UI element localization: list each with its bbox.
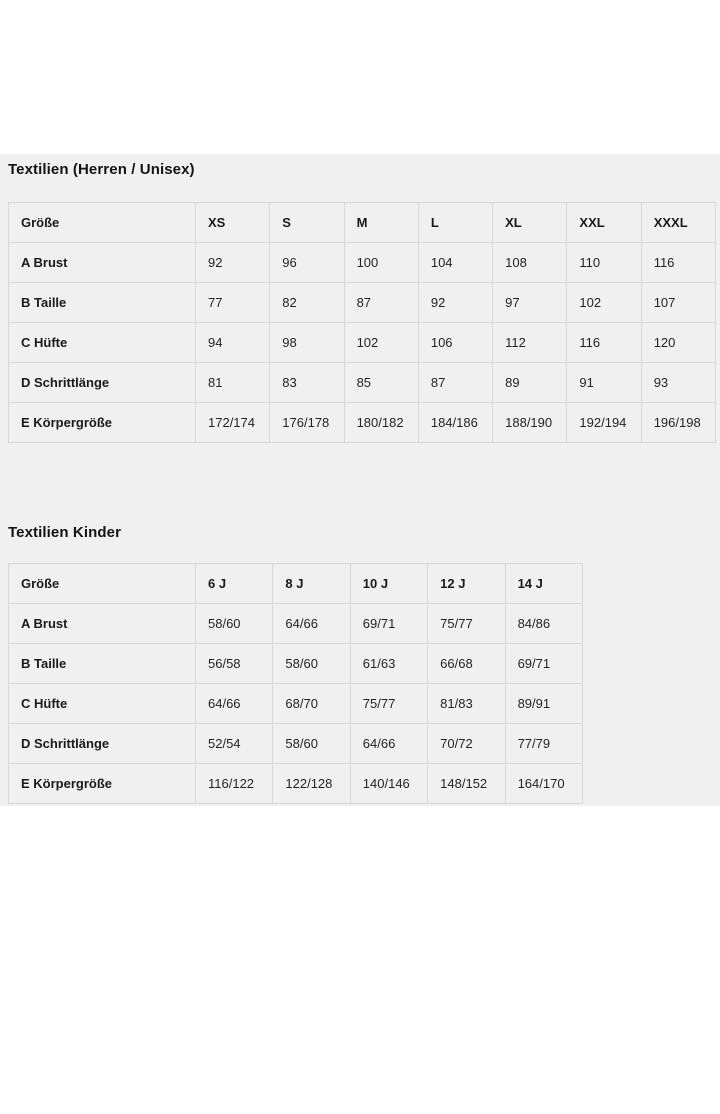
size-value: 87: [344, 283, 418, 323]
measurement-label: C Hüfte: [9, 684, 196, 724]
measurement-row: [9, 323, 716, 363]
size-column-header: 8 J: [273, 564, 350, 604]
size-value: 91: [567, 363, 641, 403]
size-value: 106: [418, 323, 492, 363]
measurement-label: B Taille: [9, 644, 196, 684]
size-chart-section: [0, 154, 720, 806]
size-column-header: 6 J: [196, 564, 273, 604]
measurement-row: [9, 764, 583, 804]
size-value: 107: [641, 283, 715, 323]
size-value: 64/66: [196, 684, 273, 724]
size-column-header: M: [344, 203, 418, 243]
size-column-header: L: [418, 203, 492, 243]
size-value: 68/70: [273, 684, 350, 724]
measurement-label: C Hüfte: [9, 323, 196, 363]
size-value: 93: [641, 363, 715, 403]
measurement-label: E Körpergröße: [9, 403, 196, 443]
size-corner-header: Größe: [9, 203, 196, 243]
size-value: 69/71: [505, 644, 582, 684]
size-value: 89/91: [505, 684, 582, 724]
size-value: 196/198: [641, 403, 715, 443]
measurement-label: D Schrittlänge: [9, 363, 196, 403]
size-value: 77/79: [505, 724, 582, 764]
size-value: 110: [567, 243, 641, 283]
size-column-header: XS: [196, 203, 270, 243]
measurement-label: B Taille: [9, 283, 196, 323]
size-column-header: 14 J: [505, 564, 582, 604]
size-corner-header: Größe: [9, 564, 196, 604]
size-value: 100: [344, 243, 418, 283]
size-value: 87: [418, 363, 492, 403]
size-value: 192/194: [567, 403, 641, 443]
size-column-header: S: [270, 203, 344, 243]
measurement-row: [9, 684, 583, 724]
size-value: 81: [196, 363, 270, 403]
size-value: 188/190: [493, 403, 567, 443]
size-value: 116: [567, 323, 641, 363]
size-value: 140/146: [350, 764, 427, 804]
size-column-header: XL: [493, 203, 567, 243]
size-value: 52/54: [196, 724, 273, 764]
size-value: 81/83: [428, 684, 505, 724]
size-value: 164/170: [505, 764, 582, 804]
size-value: 56/58: [196, 644, 273, 684]
size-value: 180/182: [344, 403, 418, 443]
size-value: 64/66: [273, 604, 350, 644]
size-value: 58/60: [273, 724, 350, 764]
measurement-row: [9, 243, 716, 283]
size-value: 92: [196, 243, 270, 283]
size-column-header: XXL: [567, 203, 641, 243]
size-value: 108: [493, 243, 567, 283]
measurement-label: A Brust: [9, 243, 196, 283]
header-row: [9, 203, 716, 243]
size-value: 122/128: [273, 764, 350, 804]
measurement-row: [9, 363, 716, 403]
herren-size-table: [8, 202, 716, 443]
size-value: 94: [196, 323, 270, 363]
size-value: 82: [270, 283, 344, 323]
header-row: [9, 564, 583, 604]
size-value: 102: [344, 323, 418, 363]
size-value: 176/178: [270, 403, 344, 443]
size-value: 102: [567, 283, 641, 323]
size-value: 58/60: [273, 644, 350, 684]
kinder-table-title: Textilien Kinder: [8, 524, 122, 541]
size-value: 92: [418, 283, 492, 323]
size-value: 184/186: [418, 403, 492, 443]
size-value: 84/86: [505, 604, 582, 644]
size-value: 75/77: [428, 604, 505, 644]
size-value: 98: [270, 323, 344, 363]
measurement-row: [9, 403, 716, 443]
size-guide-page: [0, 154, 720, 1114]
measurement-label: A Brust: [9, 604, 196, 644]
measurement-row: [9, 724, 583, 764]
measurement-row: [9, 604, 583, 644]
size-value: 61/63: [350, 644, 427, 684]
size-value: 120: [641, 323, 715, 363]
size-column-header: 12 J: [428, 564, 505, 604]
size-column-header: 10 J: [350, 564, 427, 604]
size-value: 70/72: [428, 724, 505, 764]
size-value: 69/71: [350, 604, 427, 644]
size-value: 97: [493, 283, 567, 323]
size-value: 104: [418, 243, 492, 283]
size-value: 75/77: [350, 684, 427, 724]
measurement-label: E Körpergröße: [9, 764, 196, 804]
size-value: 116/122: [196, 764, 273, 804]
size-value: 83: [270, 363, 344, 403]
size-value: 112: [493, 323, 567, 363]
measurement-label: D Schrittlänge: [9, 724, 196, 764]
kinder-size-table: [8, 563, 583, 804]
size-value: 85: [344, 363, 418, 403]
size-value: 77: [196, 283, 270, 323]
size-value: 64/66: [350, 724, 427, 764]
measurement-row: [9, 644, 583, 684]
size-value: 58/60: [196, 604, 273, 644]
size-value: 172/174: [196, 403, 270, 443]
size-value: 116: [641, 243, 715, 283]
measurement-row: [9, 283, 716, 323]
size-value: 66/68: [428, 644, 505, 684]
size-column-header: XXXL: [641, 203, 715, 243]
size-value: 96: [270, 243, 344, 283]
size-value: 148/152: [428, 764, 505, 804]
size-value: 89: [493, 363, 567, 403]
herren-table-title: Textilien (Herren / Unisex): [8, 161, 195, 178]
